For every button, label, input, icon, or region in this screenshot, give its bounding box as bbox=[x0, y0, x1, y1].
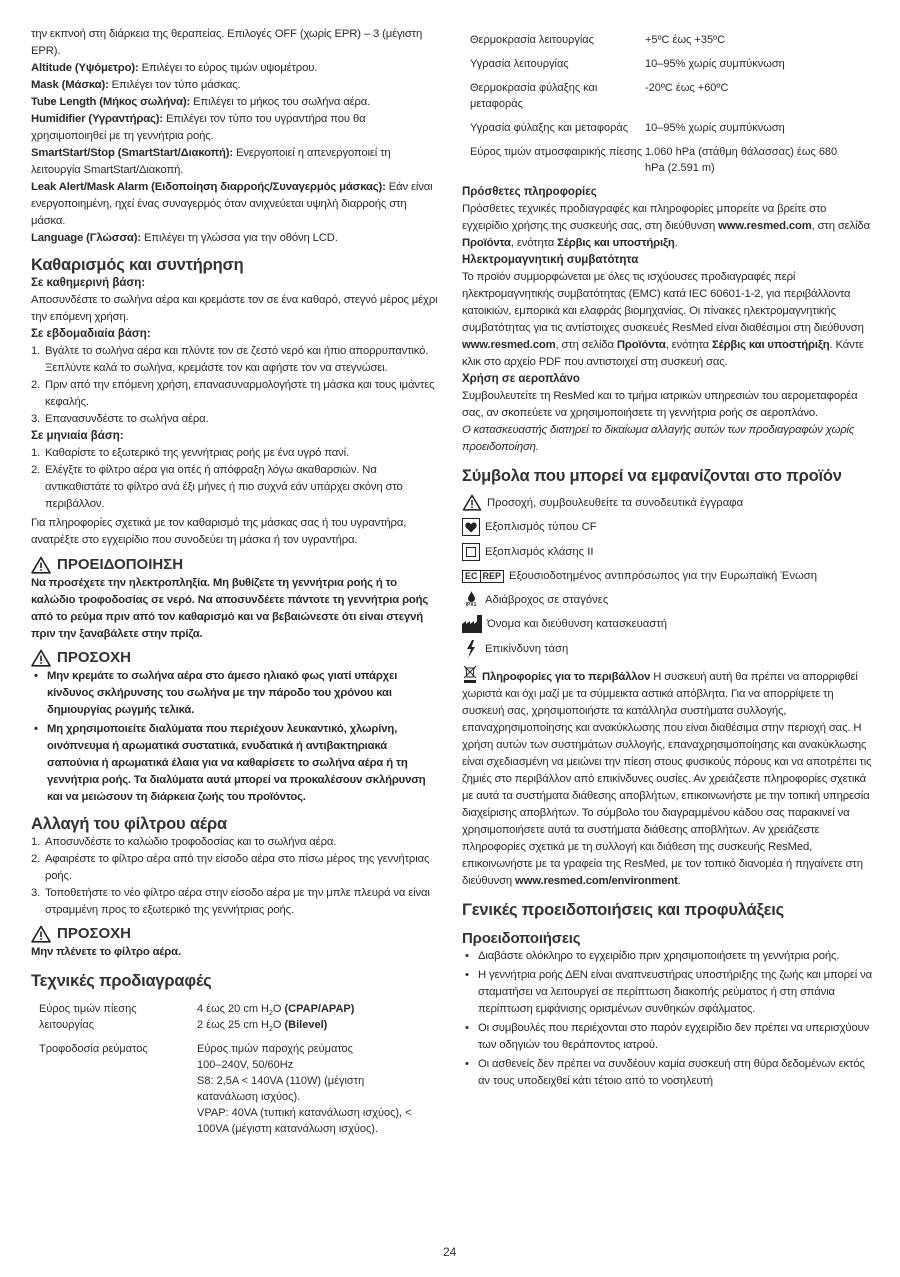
additional-info-text: Πρόσθετες τεχνικές προδιαγραφές και πληροφορίες μπορείτε να βρείτε στο εγχειρίδιο χρήσης της συσκευής σας, στη διεύθυνση www.resmed.com, στη σελίδα Προϊόντα, ενότητα Σέρβις και υποστήριξη. bbox=[462, 203, 870, 249]
general-warnings-list bbox=[462, 948, 874, 1090]
caution-title: ΠΡΟΣΟΧΗ bbox=[57, 649, 132, 666]
environment-specs-table bbox=[470, 32, 855, 184]
setting-desc: Εάν είναι ενεργοποιημένη, ηχεί ένας συναγερμός όταν ανιχνεύεται υψηλή διαρροής στη μάσκα. bbox=[31, 181, 433, 227]
list-item bbox=[31, 343, 441, 377]
airplane-heading: Χρήση σε αεροπλάνο bbox=[462, 373, 580, 385]
page-number: 24 bbox=[443, 1245, 457, 1259]
list-item bbox=[31, 668, 441, 719]
spec-label: Εύρος τιμών πίεσης λειτουργίας bbox=[39, 1003, 137, 1031]
symbol-row bbox=[462, 568, 874, 584]
warning-triangle-icon bbox=[31, 649, 51, 667]
warning-item-text: Οι ασθενείς δεν πρέπει να συνδέουν καμία συσκευή στη θύρα δεδομένων εκτός αν τους υποδειχθεί κάτι τέτοιο από το νοσηλευτή bbox=[478, 1058, 865, 1087]
filter-heading: Αλλαγή του φίλτρου αέρα bbox=[31, 815, 227, 833]
intro-continuation: την εκπνοή στη διάρκεια της θεραπείας. Επιλογές OFF (χωρίς EPR) – 3 (μέγιστη EPR). bbox=[31, 28, 423, 57]
additional-info-heading: Πρόσθετες πληροφορίες bbox=[462, 186, 597, 198]
step-text: Αποσυνδέστε το καλώδιο τροφοδοσίας και το σωλήνα αέρα. bbox=[45, 836, 337, 848]
setting-humidifier bbox=[31, 111, 441, 145]
setting-desc: Επιλέγει τον τύπο μάσκας. bbox=[108, 79, 241, 91]
environment-info-title: Πληροφορίες για το περιβάλλον bbox=[482, 671, 651, 683]
table-row bbox=[470, 144, 855, 184]
setting-leak-alert bbox=[31, 179, 441, 230]
spec-value: 10–95% χωρίς συμπύκνωση bbox=[645, 122, 785, 134]
symbol-row bbox=[462, 615, 874, 633]
spec-value: 4 έως 20 cm $H_2O$ (CPAP/APAP) 2 έως 25 cm $H_2O$ (Bilevel) bbox=[197, 1003, 355, 1034]
symbol-row bbox=[462, 494, 874, 511]
drip-proof-icon: IPX1 bbox=[462, 591, 480, 608]
emc-heading: Ηλεκτρομαγνητική συμβατότητα bbox=[462, 254, 639, 266]
caution-heading bbox=[31, 648, 441, 668]
symbol-text: Εξοπλισμός τύπου CF bbox=[485, 521, 597, 533]
spec-label: Υγρασία λειτουργίας bbox=[470, 58, 569, 70]
symbols-heading: Σύμβολα που μπορεί να εμφανίζονται στο προϊόν bbox=[462, 467, 842, 485]
step-number: 2. bbox=[31, 464, 41, 476]
bullet: • bbox=[465, 950, 469, 962]
setting-desc: Επιλέγει τον τύπο του υγραντήρα που θα χρησιμοποιηθεί με τη γεννήτρια ροής. bbox=[31, 113, 366, 142]
list-item bbox=[31, 462, 441, 513]
step-number: 2. bbox=[31, 853, 41, 865]
step-text: Αφαιρέστε το φίλτρο αέρα από την είσοδο αέρα στο πίσω μέρος της γεννήτριας ροής. bbox=[45, 853, 430, 882]
bullet: • bbox=[465, 969, 469, 981]
specs-table bbox=[39, 1001, 427, 1145]
setting-desc: Επιλέγει το μήκος του σωλήνα αέρα. bbox=[190, 96, 371, 108]
table-row bbox=[39, 1001, 427, 1041]
list-item bbox=[31, 721, 441, 806]
spec-label: Θερμοκρασία λειτουργίας bbox=[470, 34, 594, 46]
setting-smartstart bbox=[31, 145, 441, 179]
weekly-heading: Σε εβδομαδιαία βάση: bbox=[31, 328, 151, 340]
list-item bbox=[31, 885, 441, 919]
caution-item-text: Μην κρεμάτε το σωλήνα αέρα στο άμεσο ηλιακό φως γιατί υπάρχει κίνδυνος σκλήρυνσης του σωλήνα με την πάροδο του χρόνου και δημιουργίας ρωγμής τελικά. bbox=[47, 670, 398, 716]
table-row bbox=[470, 80, 855, 120]
caution-text: Μην πλένετε το φίλτρο αέρα. bbox=[31, 946, 181, 958]
step-number: 3. bbox=[31, 413, 41, 425]
setting-term: Mask (Μάσκα): bbox=[31, 79, 109, 91]
daily-heading: Σε καθημερινή βάση: bbox=[31, 277, 146, 289]
symbol-row bbox=[462, 518, 874, 536]
symbol-text: Εξοπλισμός κλάσης II bbox=[485, 546, 594, 558]
caution-title: ΠΡΟΣΟΧΗ bbox=[57, 925, 132, 942]
specs-heading: Τεχνικές προδιαγραφές bbox=[31, 972, 212, 990]
spec-value: 10–95% χωρίς συμπύκνωση bbox=[645, 58, 785, 70]
resmed-link[interactable]: www.resmed.com bbox=[462, 339, 556, 351]
list-item bbox=[31, 851, 441, 885]
airplane-text: Συμβουλευτείτε τη ResMed και το τμήμα ιατρικών υπηρεσιών του αερομεταφορέα σας, αν σκοπεύετε να χρησιμοποιήσετε τη γεννήτρια ροής σε αεροπλάνο. bbox=[462, 390, 858, 419]
environment-link[interactable]: www.resmed.com/environment bbox=[515, 875, 678, 887]
setting-mask bbox=[31, 77, 441, 94]
monthly-steps bbox=[31, 445, 441, 513]
type-cf-heart-icon bbox=[462, 518, 480, 536]
manufacturer-icon bbox=[462, 615, 482, 633]
crossed-bin-icon bbox=[462, 665, 478, 683]
warning-item-text: Οι συμβουλές που περιέχονται στο παρόν εγχειρίδιο δεν πρέπει να υπερισχύουν των οδηγιών του θεράποντος ιατρού. bbox=[478, 1022, 870, 1051]
setting-term: SmartStart/Stop (SmartStart/Διακοπή): bbox=[31, 147, 234, 159]
step-number: 1. bbox=[31, 447, 41, 459]
spec-label: Θερμοκρασία φύλαξης και μεταφοράς bbox=[470, 82, 598, 110]
ec-rep-icon: EC REP bbox=[462, 570, 504, 583]
cleaning-note: Για πληροφορίες σχετικά με τον καθαρισμό της μάσκας σας ή του υγραντήρα, ανατρέξτε στο εγχειρίδιο που συνοδεύει τη μάσκα ή τον υγραντήρα. bbox=[31, 517, 407, 546]
spec-label: Υγρασία φύλαξης και μεταφοράς bbox=[470, 122, 629, 134]
monthly-heading: Σε μηνιαία βάση: bbox=[31, 430, 124, 442]
step-text: Ελέγξτε το φίλτρο αέρα για οπές ή απόφραξη λόγω ακαθαρσιών. Να αντικαθιστάτε το φίλτρο ανά έξι μήνες ή πιο συχνά εάν υπάρχει σκόνη στο περιβάλλον. bbox=[45, 464, 403, 510]
list-item bbox=[462, 948, 874, 965]
list-item bbox=[31, 445, 441, 462]
spec-label: Τροφοδοσία ρεύματος bbox=[39, 1043, 148, 1055]
spec-value: 1.060 hPa (στάθμη θάλασσας) έως 680 hPa (2.591 m) bbox=[645, 146, 838, 174]
list-item bbox=[31, 411, 441, 428]
warning-item-text: Διαβάστε ολόκληρο το εγχειρίδιο πριν χρησιμοποιήσετε τη γεννήτρια ροής. bbox=[478, 950, 840, 962]
table-row bbox=[39, 1041, 427, 1145]
filter-steps bbox=[31, 834, 441, 919]
settings-list bbox=[31, 60, 441, 247]
table-row bbox=[470, 32, 855, 56]
setting-tube-length bbox=[31, 94, 441, 111]
list-item bbox=[31, 377, 441, 411]
emc-text: Το προϊόν συμμορφώνεται με όλες τις ισχύουσες προδιαγραφές περί ηλεκτρομαγνητικής συμβατότητας (EMC) κατά IEC 60601-1-2, για περιβάλλοντα κατοικιών, εμπορικά και ελαφράς βιομηχανίας. Οι πίνακες ηλεκτρομαγνητικής συμβατότητας για τις αντίστοιχες συσκευές ResMed είναι διαθέσιμοι στη διεύθυνση www.resmed.com, στη σελίδα Προϊόντα, ενότητα Σέρβις και υποστήριξη. Κάντε κλικ στο αρχείο PDF που αντιστοιχεί στη συσκευή σας. bbox=[462, 271, 864, 368]
symbol-text: Αδιάβροχος σε σταγόνες bbox=[485, 593, 609, 606]
step-text: Τοποθετήστε το νέο φίλτρο αέρα στην είσοδο αέρα με την μπλε πλευρά να είναι στραμμένη προς το εξωτερικό της γεννήτριας ροής. bbox=[45, 887, 430, 916]
step-number: 1. bbox=[31, 836, 41, 848]
setting-term: Tube Length (Μήκος σωλήνα): bbox=[31, 96, 191, 108]
setting-term: Leak Alert/Mask Alarm (Ειδοποίηση διαρροής/Συναγερμός μάσκας): bbox=[31, 181, 386, 193]
warning-title: ΠΡΟΕΙΔΟΠΟΙΗΣΗ bbox=[57, 556, 184, 573]
symbol-row bbox=[462, 543, 874, 561]
caution-item-text: Μη χρησιμοποιείτε διαλύματα που περιέχουν λευκαντικό, χλωρίνη, οινόπνευμα ή αρωματικά συστατικά, ενυδατικά ή αντιβακτηριακά σαπούνια ή αρωματικά έλαια για να καθαρίσετε το σωλήνα αέρα ή τη γεννήτρια ροής. Τα διαλύματα αυτά μπορεί να προκαλέσουν σκλήρυνση και να μειώσουν τη διάρκεια ζωής του προϊόντος. bbox=[47, 723, 426, 803]
setting-desc: Επιλέγει τη γλώσσα για την οθόνη LCD. bbox=[140, 232, 338, 244]
list-item bbox=[462, 1020, 874, 1054]
symbol-row bbox=[462, 591, 874, 608]
spec-value: Εύρος τιμών παροχής ρεύματος 100–240V, 50/60Hz S8: 2,5A < 140VA (110W) (μέγιστη κατανάλωση ισχύος). VPAP: 40VA (τυπική κατανάλωση ισχύος), < 100VA (μέγιστη κατανάλωση ισχύος). bbox=[197, 1043, 412, 1135]
dangerous-voltage-icon bbox=[462, 640, 480, 658]
resmed-link[interactable]: www.resmed.com bbox=[718, 220, 812, 232]
setting-term: Altitude (Υψόμετρο): bbox=[31, 62, 139, 74]
step-number: 2. bbox=[31, 379, 41, 391]
bullet: • bbox=[34, 670, 38, 682]
bullet: • bbox=[34, 723, 38, 735]
weekly-steps bbox=[31, 343, 441, 428]
warnings-subheading: Προειδοποιήσεις bbox=[462, 930, 581, 947]
symbol-text: Προσοχή, συμβουλευθείτε τα συνοδευτικά έγγραφα bbox=[487, 496, 744, 509]
symbol-text: Εξουσιοδοτημένος αντιπρόσωπος για την Ευρωπαϊκή Ένωση bbox=[509, 570, 818, 582]
class-ii-icon bbox=[462, 543, 480, 561]
spec-value: -20ºC έως +60ºC bbox=[645, 82, 729, 94]
table-row bbox=[470, 56, 855, 80]
setting-desc: Ενεργοποιεί η απενεργοποιεί τη λειτουργία SmartStart/Διακοπή. bbox=[31, 147, 391, 176]
warning-triangle-icon bbox=[462, 494, 482, 511]
setting-term: Humidifier (Υγραντήρας): bbox=[31, 113, 164, 125]
list-item bbox=[462, 967, 874, 1018]
cleaning-heading: Καθαρισμός και συντήρηση bbox=[31, 256, 244, 274]
setting-desc: Επιλέγει το εύρος τιμών υψομέτρου. bbox=[138, 62, 318, 74]
warning-item-text: Η γεννήτρια ροής ΔΕΝ είναι αναπνευστήρας υποστήριξης της ζωής και μπορεί να σταματήσει να λειτουργεί σε περίπτωση διακοπής ρεύματος ή στη σπάνια περίπτωση εμφάνισης ορισμένων συνθηκών σφάλματος. bbox=[478, 969, 873, 1015]
caution-heading bbox=[31, 924, 441, 944]
right-column bbox=[462, 32, 874, 1092]
setting-language bbox=[31, 230, 441, 247]
setting-term: Language (Γλώσσα): bbox=[31, 232, 141, 244]
list-item bbox=[31, 834, 441, 851]
step-text: Επανασυνδέστε το σωλήνα αέρα. bbox=[45, 413, 209, 425]
daily-text: Αποσυνδέστε το σωλήνα αέρα και κρεμάστε τον σε ένα καθαρό, στεγνό μέρος μέχρι την επόμενη χρήση. bbox=[31, 294, 438, 323]
left-column bbox=[31, 26, 441, 1145]
list-item bbox=[462, 1056, 874, 1090]
warning-triangle-icon bbox=[31, 556, 51, 574]
spec-label: Εύρος τιμών ατμοσφαιρικής πίεσης bbox=[470, 146, 643, 158]
step-text: Βγάλτε το σωλήνα αέρα και πλύντε τον σε ζεστό νερό και ήπιο απορρυπαντικό. Ξεπλύντε καλά το σωλήνα, κρεμάστε τον και αφήστε τον να στεγνώσει. bbox=[45, 345, 429, 374]
table-row bbox=[470, 120, 855, 144]
step-text: Καθαρίστε το εξωτερικό της γεννήτριας ροής με ένα υγρό πανί. bbox=[45, 447, 349, 459]
caution-list bbox=[31, 668, 441, 806]
step-text: Πριν από την επόμενη χρήση, επανασυναρμολογήστε τη μάσκα και τους ιμάντες κεφαλής. bbox=[45, 379, 435, 408]
environment-info-text: Πληροφορίες για το περιβάλλον Η συσκευή αυτή θα πρέπει να απορριφθεί χωριστά και όχι μαζί με τα σύμμεικτα αστικά απόβλητα. Για να απορρίψετε τη συσκευή σας, χρησιμοποιήστε τα κατάλληλα συστήματα συλλογής, επαναχρησιμοποίησης και ανακύκλωσης που είναι διαθέσιμα στην περιοχή σας. Η χρήση αυτών των συστημάτων συλλογής, επαναχρησιμοποίησης και ανακύκλωσης είναι σχεδιασμένη να μειώνει την πίεση στους φυσικούς πόρους και να αποτρέπει τις ζημιές στο περιβάλλον από επικίνδυνες ουσίες. Αν χρειάζεστε πληροφορίες σχετικά με αυτά τα συστήματα διάθεσης αποβλήτων, επικοινωνήστε με την τοπική υπηρεσία διαχείρισης αποβλήτων. Το σύμβολο του διαγραμμένου κάδου σας παρακινεί να χρησιμοποιήσετε αυτά τα συστήματα διάθεσης αποβλήτων. Αν χρειάζεστε πληροφορίες σχετικά με τη συλλογή και διάθεση της συσκευής ResMed, επικοινωνήστε με τα γραφεία της ResMed, με τον τοπικό διανομέα ή πηγαίνετε στη διεύθυνση www.resmed.com/environment. bbox=[462, 665, 874, 890]
symbol-row bbox=[462, 640, 874, 658]
spec-value: +5ºC έως +35ºC bbox=[645, 34, 726, 46]
general-warnings-heading: Γενικές προειδοποιήσεις και προφυλάξεις bbox=[462, 901, 785, 919]
warning-triangle-icon bbox=[31, 925, 51, 943]
warning-heading bbox=[31, 555, 441, 575]
warning-text: Να προσέχετε την ηλεκτροπληξία. Μη βυθίζετε τη γεννήτρια ροής ή το καλώδιο τροφοδοσίας σε νερό. Να αποσυνδέετε πάντοτε τη γεννήτρια ροής από το ρεύμα πριν από τον καθαρισμό και να βεβαιώνεστε ότι είναι στεγνή πριν την ξαναβάλετε στην πρίζα. bbox=[31, 577, 429, 640]
setting-altitude bbox=[31, 60, 441, 77]
bullet: • bbox=[465, 1058, 469, 1070]
bullet: • bbox=[465, 1022, 469, 1034]
symbol-text: Όνομα και διεύθυνση κατασκευαστή bbox=[487, 618, 668, 630]
step-number: 3. bbox=[31, 887, 41, 899]
step-number: 1. bbox=[31, 345, 41, 357]
disclaimer-text: Ο κατασκευαστής διατηρεί το δικαίωμα αλλαγής αυτών των προδιαγραφών χωρίς προειδοποίηση. bbox=[462, 424, 855, 453]
symbol-text: Επικίνδυνη τάση bbox=[485, 643, 569, 655]
